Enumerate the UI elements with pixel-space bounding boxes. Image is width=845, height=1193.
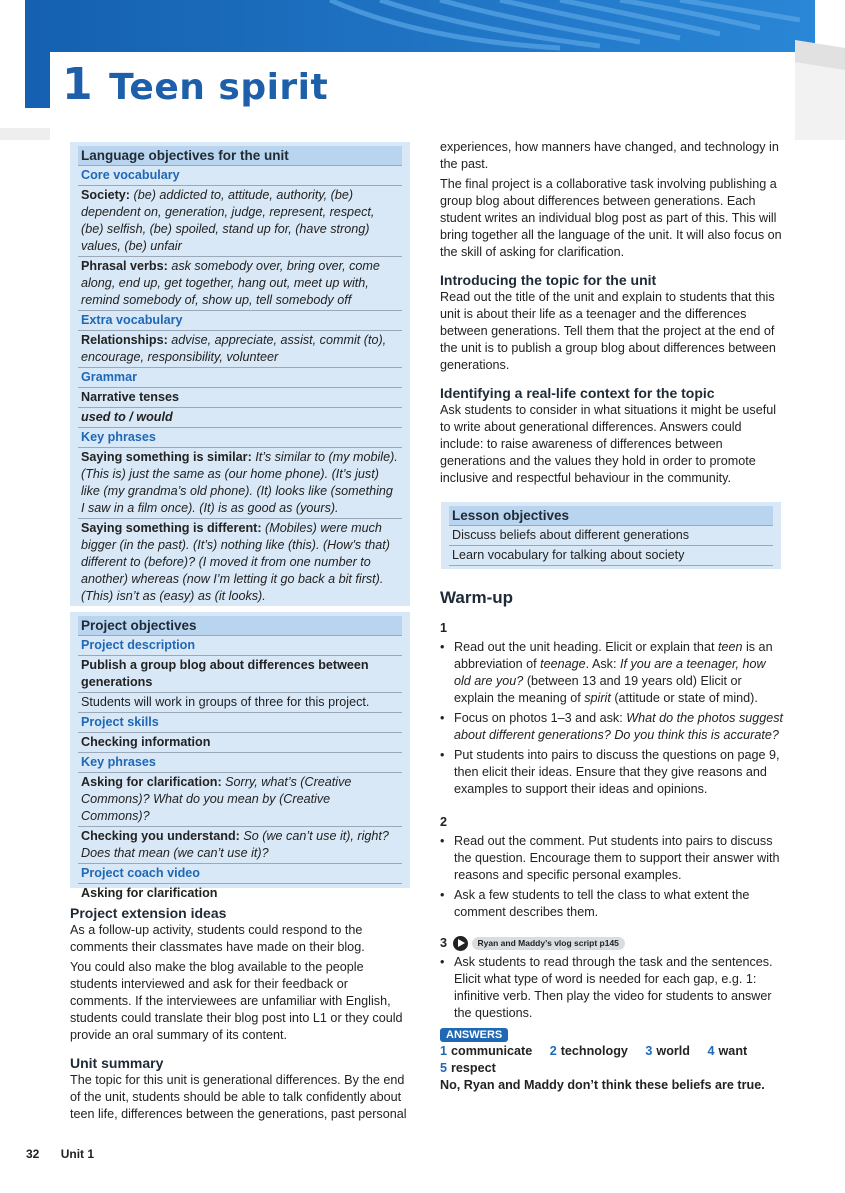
- coach-video-label: Project coach video: [78, 864, 402, 884]
- answers-badge: ANSWERS: [440, 1028, 508, 1042]
- language-objectives-heading: Language objectives for the unit: [78, 146, 402, 166]
- grammar-item-2: used to / would: [78, 408, 402, 428]
- intro-heading: Introducing the topic for the unit: [440, 272, 657, 288]
- society-label: Society:: [81, 188, 130, 202]
- coach-video-item: Asking for clarification: [81, 886, 218, 900]
- answer-3: world: [656, 1044, 690, 1058]
- similar-label: Saying something is similar:: [81, 450, 252, 464]
- question-2-number: 2: [440, 815, 448, 829]
- context-heading: Identifying a real-life context for the topic: [440, 385, 715, 401]
- left-text-column: [70, 904, 412, 1133]
- continued-paragraph-1: experiences, how manners have changed, and technology in the past.: [440, 140, 779, 171]
- answer-2: technology: [560, 1044, 628, 1058]
- project-skills-item: Checking information: [78, 733, 402, 753]
- phrasal-verbs: [78, 257, 402, 311]
- grammar-label: Grammar: [78, 368, 402, 388]
- extension-paragraph-1: As a follow-up activity, students could respond to the comments their classmates have made on their blog.: [70, 923, 365, 954]
- project-objectives-heading: Project objectives: [78, 616, 402, 636]
- core-vocabulary-label: Core vocabulary: [78, 166, 402, 186]
- project-key-phrases-label: Key phrases: [78, 753, 402, 773]
- continued-paragraph-2: The final project is a collaborative task involving publishing a group blog about differences between generations. Each student writes an individual blog post as part of this. This will bring together all the language of the unit. It will also focus on the skill of asking for clarification.: [440, 177, 782, 259]
- different-label: Saying something is different:: [81, 521, 262, 535]
- q3-bullet-1: • Ask students to read through the task and the sentences. Elicit what type of word is needed for each gap, e.g. 1: infinitive verb. Then play the video for students to answer the questions.: [440, 954, 784, 1022]
- unit-number: 1: [62, 59, 94, 110]
- intro-paragraph: Read out the title of the unit and explain to students that this unit is about their life as a teenager and the differences between generations. Tell them that the project at the end of the unit is to publish a group blog about differences between generations.: [440, 290, 776, 372]
- checking-text: So (we can’t use it), right? Does that mean (we can’t use it)?: [81, 829, 389, 860]
- unit-title: [62, 60, 328, 113]
- extra-vocabulary-label: Extra vocabulary: [78, 311, 402, 331]
- q1-bullet-2: • Focus on photos 1–3 and ask: What do the photos suggest about different generations? Do you think this is accurate?: [440, 710, 784, 744]
- page-number: 32: [26, 1147, 40, 1161]
- lesson-objective-2: Learn vocabulary for talking about society: [449, 546, 773, 566]
- question-1-number: 1: [440, 621, 448, 635]
- checking-label: Checking you understand:: [81, 829, 240, 843]
- q1-bullet-1: • Read out the unit heading. Elicit or explain that teen is an abbreviation of teenage. Ask: If you are a teenager, how old are you? (between 13 and 19 years old) Elicit or explain the meaning of spirit (attitude or state of mind).: [440, 639, 784, 707]
- key-phrases-label: Key phrases: [78, 428, 402, 448]
- q2-bullet-1: • Read out the comment. Put students into pairs to discuss the question. Encourage them to support their answer with reasons and specific personal examples.: [440, 833, 784, 884]
- society-text: (be) addicted to, attitude, authority, (be) dependent on, generation, judge, represent, respect, (be) selfish, (be) spoiled, stand up for, (have strong) values, (be) unfair: [81, 188, 375, 253]
- footer-unit-label: Unit 1: [60, 1147, 95, 1161]
- society-vocab: [78, 186, 402, 257]
- question-3-number: 3: [440, 936, 448, 950]
- q1-bullet-3: • Put students into pairs to discuss the questions on page 9, then elicit their ideas. Ensure that they give reasons and examples to support their ideas and opinions.: [440, 747, 784, 798]
- answer-1: communicate: [451, 1044, 533, 1058]
- answer-4: want: [718, 1044, 748, 1058]
- project-description-label: Project description: [78, 636, 402, 656]
- context-paragraph: Ask students to consider in what situations it might be useful to write about generational differences. Answers could include: to raise awareness of differences between generations and the values they hold in order to promote inclusive and respectful behaviour in the community.: [440, 403, 777, 485]
- clarification-label: Asking for clarification:: [81, 775, 222, 789]
- relationships-label: Relationships:: [81, 333, 168, 347]
- project-objectives-box: [70, 612, 410, 900]
- project-skills-label: Project skills: [78, 713, 402, 733]
- right-text-column: [440, 139, 784, 497]
- play-icon[interactable]: [453, 936, 468, 951]
- warmup-section: [440, 589, 784, 1094]
- similar-phrases: [78, 448, 402, 519]
- clarification-phrases: [78, 773, 402, 827]
- similar-text: It’s similar to (my mobile). (This is) just the same as (our home phone). (It’s just) like (my grandma’s old phone). (It) looks like (something I saw in a film once). (It) is as good as (yours).: [81, 450, 398, 515]
- unit-title-text: Teen spirit: [109, 67, 329, 108]
- answer-5: respect: [451, 1061, 496, 1075]
- answers-line-2: 5 respect: [440, 1061, 496, 1075]
- extension-heading: Project extension ideas: [70, 905, 227, 921]
- question-3-row: [440, 935, 784, 952]
- project-description-text: Students will work in groups of three for this project.: [78, 693, 402, 713]
- extension-paragraph-2: You could also make the blog available to the people students interviewed and ask for their feedback or comments. If the interviewees are unfamiliar with English, students could translate their blog post into L1 or they could provide an oral summary of its content.: [70, 960, 403, 1042]
- project-description-bold: Publish a group blog about differences between generations: [78, 656, 402, 693]
- clarification-text: Sorry, what’s (Creative Commons)? What do you mean by (Creative Commons)?: [81, 775, 352, 823]
- summary-heading: Unit summary: [70, 1055, 164, 1071]
- phrasal-text: ask somebody over, bring over, come along, end up, get together, hang out, meet up with, remind somebody of, show up, tell somebody off: [81, 259, 380, 307]
- answers-final: No, Ryan and Maddy don’t think these beliefs are true.: [440, 1078, 765, 1092]
- relationships-text: advise, appreciate, assist, commit (to), encourage, responsibility, volunteer: [81, 333, 387, 364]
- phrasal-label: Phrasal verbs:: [81, 259, 168, 273]
- different-phrases: [78, 519, 402, 606]
- different-text: (Mobiles) were much bigger (in the past). (It’s) nothing like (this). (How’s that) different to (before)? (I moved it from one number to another) whereas (now I’m letting it go back a bit first). (This) isn’t as (easy) as (it looks).: [81, 521, 390, 603]
- lesson-objectives-heading: Lesson objectives: [449, 506, 773, 526]
- lesson-objectives-box: [441, 502, 781, 569]
- relationships-vocab: [78, 331, 402, 368]
- checking-phrases: [78, 827, 402, 864]
- lesson-objective-1: Discuss beliefs about different generations: [449, 526, 773, 546]
- answers-line-1: 1 communicate 2 technology 3 world 4 want: [440, 1044, 748, 1058]
- page-footer: [26, 1146, 94, 1163]
- language-objectives-box: [70, 142, 410, 606]
- answers-block: [440, 1026, 784, 1094]
- q2-bullet-2: • Ask a few students to tell the class to what extent the comment describes them.: [440, 887, 784, 921]
- warmup-heading: Warm-up: [440, 588, 514, 607]
- grammar-item-1: Narrative tenses: [78, 388, 402, 408]
- summary-paragraph: The topic for this unit is generational differences. By the end of the unit, students should be able to talk confidently about teen life, differences between the generations, past personal: [70, 1073, 407, 1121]
- vlog-script-tag: Ryan and Maddy’s vlog script p145: [472, 937, 625, 950]
